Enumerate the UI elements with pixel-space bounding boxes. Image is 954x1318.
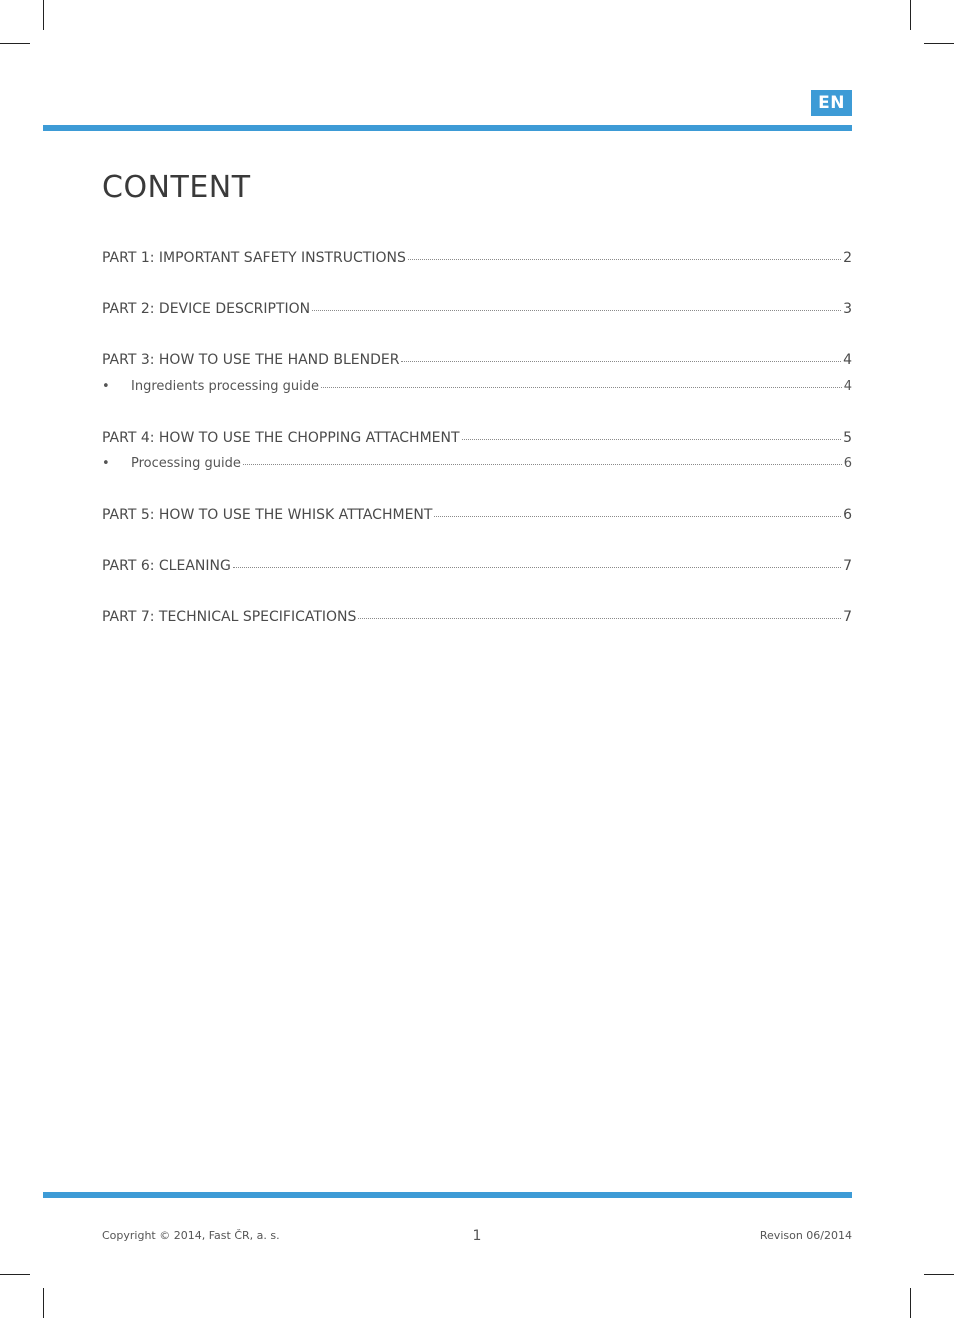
toc-entry-label: Ingredients processing guide [131, 379, 320, 394]
crop-mark [43, 0, 44, 30]
toc-dot-leader [434, 515, 841, 517]
toc-dot-leader [233, 566, 841, 568]
toc-entry-label: PART 4: HOW TO USE THE CHOPPING ATTACHMENT [102, 430, 460, 446]
toc-entry [102, 558, 852, 574]
toc-entry-label: PART 7: TECHNICAL SPECIFICATIONS [102, 609, 357, 625]
crop-mark [924, 43, 954, 44]
bullet: • [102, 379, 110, 394]
toc-entry-page: 7 [843, 558, 852, 574]
crop-mark [910, 1288, 911, 1318]
toc-dot-leader [312, 309, 841, 311]
toc-dot-leader [401, 360, 841, 362]
toc-entry [102, 430, 852, 446]
toc-entry-page: 3 [843, 301, 852, 317]
crop-mark [924, 1274, 954, 1275]
crop-mark [910, 0, 911, 30]
toc-entry-page: 6 [843, 507, 852, 523]
crop-mark [43, 1288, 44, 1318]
toc-entry [102, 301, 852, 317]
toc-entry-label: PART 2: DEVICE DESCRIPTION [102, 301, 311, 317]
toc-entry-page: 6 [843, 456, 852, 471]
toc-subentry [102, 456, 852, 471]
toc-entry-page: 5 [843, 430, 852, 446]
copyright-text: Copyright © 2014, Fast ČR, a. s. [102, 1229, 280, 1242]
toc-dot-leader [358, 617, 841, 619]
toc-entry-label: PART 5: HOW TO USE THE WHISK ATTACHMENT [102, 507, 433, 523]
language-badge: EN [811, 90, 852, 116]
toc-entry [102, 352, 852, 368]
toc-entry-label: PART 3: HOW TO USE THE HAND BLENDER [102, 352, 400, 368]
toc-dot-leader [321, 386, 842, 388]
toc-subentry [102, 379, 852, 394]
page-number: 1 [472, 1228, 482, 1244]
toc-dot-leader [462, 438, 842, 440]
toc-entry-label: PART 6: CLEANING [102, 558, 231, 574]
bullet: • [102, 456, 110, 471]
toc-dot-leader [243, 463, 842, 465]
header-rule [43, 125, 852, 131]
toc-entry-label: Processing guide [131, 456, 241, 471]
toc-dot-leader [408, 258, 841, 260]
toc-entry [102, 507, 852, 523]
toc-entry [102, 609, 852, 625]
revision-text: Revison 06/2014 [759, 1229, 852, 1242]
crop-mark [0, 43, 30, 44]
footer-rule [43, 1192, 852, 1198]
page-title: CONTENT [102, 170, 251, 205]
toc-entry-page: 4 [843, 379, 852, 394]
crop-mark [0, 1274, 30, 1275]
toc-entry-page: 7 [843, 609, 852, 625]
toc-entry-page: 2 [843, 250, 852, 266]
toc-entry-label: PART 1: IMPORTANT SAFETY INSTRUCTIONS [102, 250, 406, 266]
toc-entry-page: 4 [843, 352, 852, 368]
toc-entry [102, 250, 852, 266]
